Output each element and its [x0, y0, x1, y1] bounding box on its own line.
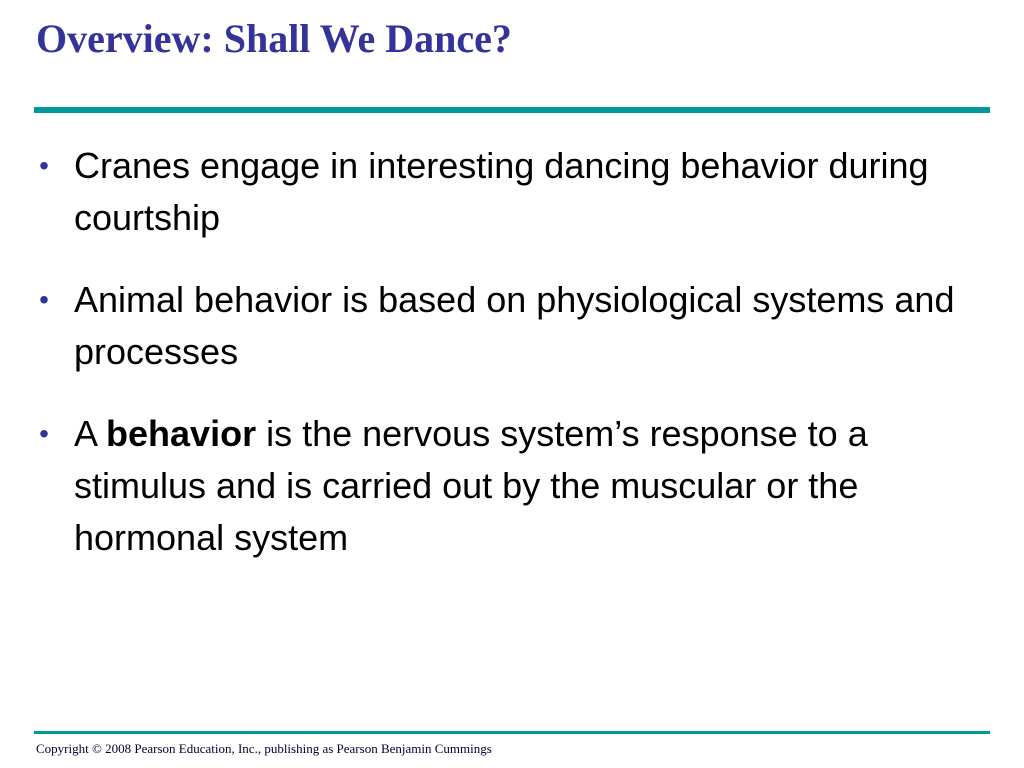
- bullet-text-prefix: A: [74, 413, 107, 454]
- bullet-list: [32, 140, 982, 594]
- bold-term-behavior: behavior: [106, 413, 257, 454]
- slide-title: Overview: Shall We Dance?: [36, 16, 512, 61]
- bullet-item: [32, 274, 982, 378]
- bullet-text: Cranes engage in interesting dancing behavior during courtship: [74, 145, 929, 238]
- bullet-item: [32, 140, 982, 244]
- bullet-marker: •: [39, 150, 49, 181]
- bullet-marker: •: [39, 418, 49, 449]
- title-divider: [34, 107, 990, 113]
- footer-divider: [34, 731, 990, 734]
- bullet-text-suffix: is the nervous system’s response to a stimulus and is carried out by the muscular or the hormonal system: [74, 413, 868, 558]
- bullet-text: [74, 413, 868, 558]
- bullet-text: Animal behavior is based on physiological systems and processes: [74, 279, 955, 372]
- bullet-marker: •: [39, 284, 49, 315]
- copyright-footer: Copyright © 2008 Pearson Education, Inc., publishing as Pearson Benjamin Cummings: [36, 741, 492, 756]
- bullet-item: [32, 408, 982, 564]
